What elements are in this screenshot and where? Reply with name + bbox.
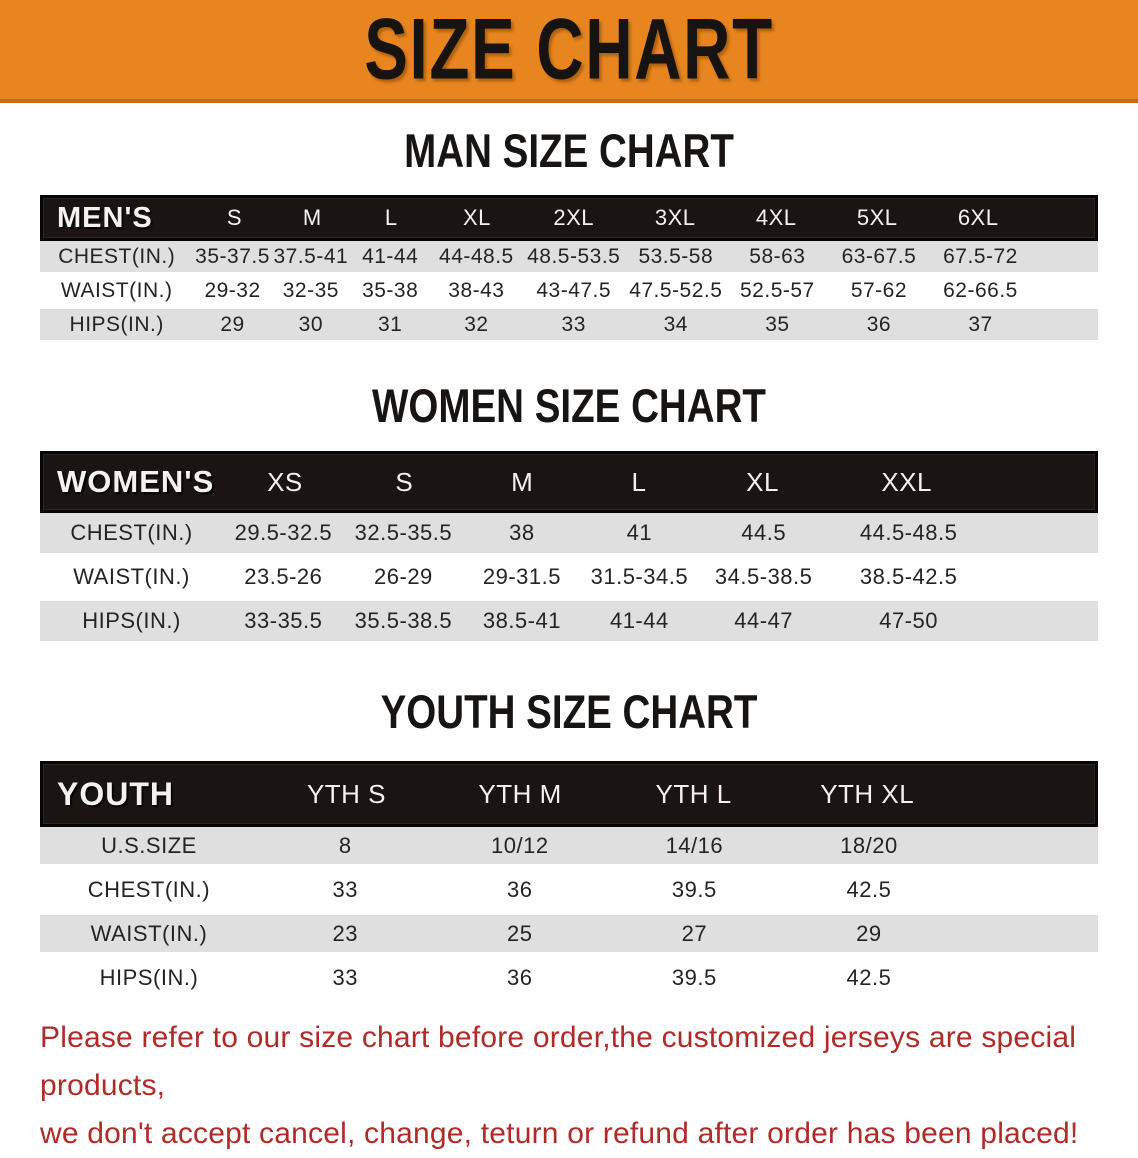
column-label: L [631,466,647,497]
table-row [40,309,1098,340]
cell-value: 26-29 [374,564,433,589]
table-row [40,827,1098,864]
cell-value: 41-44 [609,608,669,633]
table-row [40,601,1098,641]
cell-value: 63-67.5 [841,244,917,268]
cell-value: 35.5-38.5 [354,608,453,633]
cell-value: 38.5-41 [482,608,561,633]
cell-value: 34 [663,312,688,336]
row-label: HIPS(IN.) [82,608,181,633]
cell-value: 47-50 [879,608,938,633]
table-header-row [40,195,1098,241]
cell-value: 29 [856,920,882,946]
cell-value: 38-43 [448,278,505,302]
cell-value: 62-66.5 [943,278,1018,302]
cell-value: 30 [298,312,323,336]
column-label: XL [746,466,779,497]
cell-value: 57-62 [850,278,908,302]
column-label: S [395,466,414,497]
row-label: HIPS(IN.) [69,312,164,336]
cell-value: 33-35.5 [244,608,323,633]
cell-value: 37.5-41 [273,244,349,268]
cell-value: 23 [332,920,358,946]
cell-value: 29.5-32.5 [234,520,333,545]
women-section-title: WOMEN SIZE CHART [372,379,766,432]
banner [0,0,1138,103]
cell-value: 41 [626,520,653,545]
row-label: WAIST(IN.) [60,278,173,302]
cell-value: 23.5-26 [244,564,323,589]
column-label: L [384,205,398,230]
cell-value: 48.5-53.5 [527,244,621,268]
cell-value: 44.5-48.5 [859,520,958,545]
banner-title: SIZE CHART [364,1,774,97]
column-label: YTH S [306,778,387,809]
cell-value: 32-35 [282,278,339,302]
cell-value: 41-44 [362,244,419,268]
cell-value: 32 [464,312,489,336]
cell-value: 14/16 [665,832,724,858]
disclaimer-line-1: Please refer to our size chart before order,the customized jerseys are special products, [40,1021,1077,1102]
cell-value: 34.5-38.5 [714,564,813,589]
cell-value: 33 [561,312,586,336]
column-label: M [511,466,534,497]
cell-value: 27 [681,920,708,946]
column-label: YTH M [478,778,562,809]
men-section-title: MAN SIZE CHART [404,124,734,177]
column-label: 5XL [856,205,898,230]
youth-section-title: YOUTH SIZE CHART [380,685,758,738]
row-label: WAIST(IN.) [73,564,190,589]
cell-value: 39.5 [671,876,717,902]
column-label: XL [462,205,491,230]
women-size-table [40,451,1098,641]
cell-value: 37 [968,312,993,336]
table-header-row [40,451,1098,513]
cell-value: 35 [765,312,790,336]
table-row [40,557,1098,597]
column-label: XS [267,466,303,497]
cell-value: 10/12 [491,832,549,858]
table-row [40,915,1098,952]
cell-value: 31 [377,312,403,336]
cell-value: 47.5-52.5 [629,278,723,302]
youth-size-table [40,761,1098,996]
cell-value: 25 [507,920,533,946]
column-label: XXL [881,466,932,497]
row-label: CHEST(IN.) [70,520,193,545]
disclaimer [0,1014,1138,1158]
cell-value: 29-32 [204,278,261,302]
column-label: S [226,205,243,230]
cell-value: 36 [507,876,533,902]
group-label: YOUTH [57,775,174,812]
table-row [40,871,1098,908]
cell-value: 8 [338,832,352,858]
table-header-row [40,761,1098,827]
table-row [40,241,1098,272]
table-row [40,513,1098,553]
group-label: MEN'S [57,201,153,234]
disclaimer-line-2: we don't accept cancel, change, teturn or refund after order has been placed! [40,1117,1079,1150]
cell-value: 18/20 [840,832,898,858]
cell-value: 36 [866,312,892,336]
column-label: M [302,205,322,230]
row-label: U.S.SIZE [101,832,197,858]
cell-value: 42.5 [846,876,892,902]
cell-value: 67.5-72 [943,244,1018,268]
cell-value: 38 [509,520,535,545]
row-label: WAIST(IN.) [90,920,208,946]
group-label: WOMEN'S [57,464,215,499]
column-label: YTH XL [820,778,915,809]
cell-value: 35-38 [362,278,419,302]
cell-value: 36 [507,964,533,990]
column-label: 2XL [553,205,595,230]
cell-value: 53.5-58 [638,244,714,268]
cell-value: 43-47.5 [536,278,612,302]
column-label: 6XL [957,205,999,230]
cell-value: 29-31.5 [482,564,561,589]
cell-value: 35-37.5 [195,244,270,268]
cell-value: 52.5-57 [740,278,815,302]
cell-value: 33 [332,964,358,990]
row-label: CHEST(IN.) [58,244,176,268]
column-label: 3XL [654,205,696,230]
cell-value: 44.5 [741,520,787,545]
cell-value: 33 [332,876,358,902]
column-label: YTH L [655,778,732,809]
table-row [40,275,1098,306]
row-label: CHEST(IN.) [87,876,211,902]
cell-value: 58-63 [749,244,806,268]
men-size-table [40,195,1098,340]
cell-value: 39.5 [671,964,717,990]
row-label: HIPS(IN.) [99,964,199,990]
cell-value: 44-48.5 [439,244,514,268]
cell-value: 31.5-34.5 [590,564,689,589]
cell-value: 29 [220,312,245,336]
cell-value: 44-47 [734,608,794,633]
cell-value: 42.5 [846,964,892,990]
column-label: 4XL [755,205,797,230]
table-row [40,959,1098,996]
cell-value: 38.5-42.5 [859,564,958,589]
cell-value: 32.5-35.5 [354,520,453,545]
